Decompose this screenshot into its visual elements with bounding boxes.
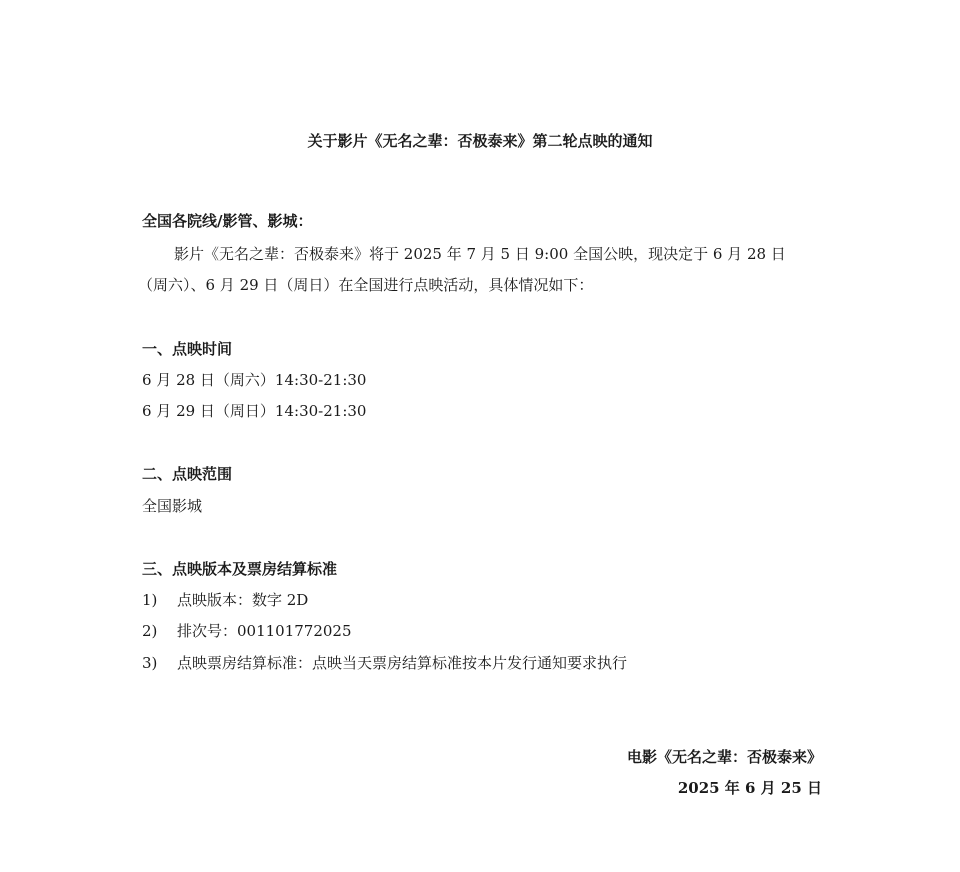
- screening-scope-text: 全国影城: [142, 497, 203, 515]
- list-item-text: 点映票房结算标准：点映当天票房结算标准按本片发行通知要求执行: [177, 654, 628, 672]
- recipient-line: 全国各院线/影管、影城：: [142, 212, 313, 230]
- section-heading-screening-scope: 二、点映范围: [142, 465, 233, 483]
- list-item-text: 点映版本：数字 2D: [177, 591, 309, 609]
- section-heading-screening-time: 一、点映时间: [142, 340, 233, 358]
- intro-paragraph-line-1: 影片《无名之辈：否极泰来》将于 2025 年 7 月 5 日 9:00 全国公映，现决定于 6 月 28 日: [174, 245, 786, 263]
- list-item-number: 3): [142, 654, 158, 672]
- list-item-text: 排次号：001101772025: [177, 622, 352, 640]
- intro-paragraph-line-2: （周六）、6 月 29 日（周日）在全国进行点映活动，具体情况如下：: [138, 276, 594, 294]
- section-heading-version-settlement: 三、点映版本及票房结算标准: [142, 560, 338, 578]
- signature-issuer: 电影《无名之辈：否极泰来》: [626, 748, 822, 766]
- list-item-number: 2): [142, 622, 158, 640]
- screening-time-row: 6 月 29 日（周日）14:30-21:30: [142, 402, 367, 420]
- signature-date: 2025 年 6 月 25 日: [677, 779, 822, 797]
- document-title: 关于影片《无名之辈：否极泰来》第二轮点映的通知: [307, 132, 653, 150]
- screening-time-row: 6 月 28 日（周六）14:30-21:30: [142, 371, 367, 389]
- list-item-number: 1): [142, 591, 158, 609]
